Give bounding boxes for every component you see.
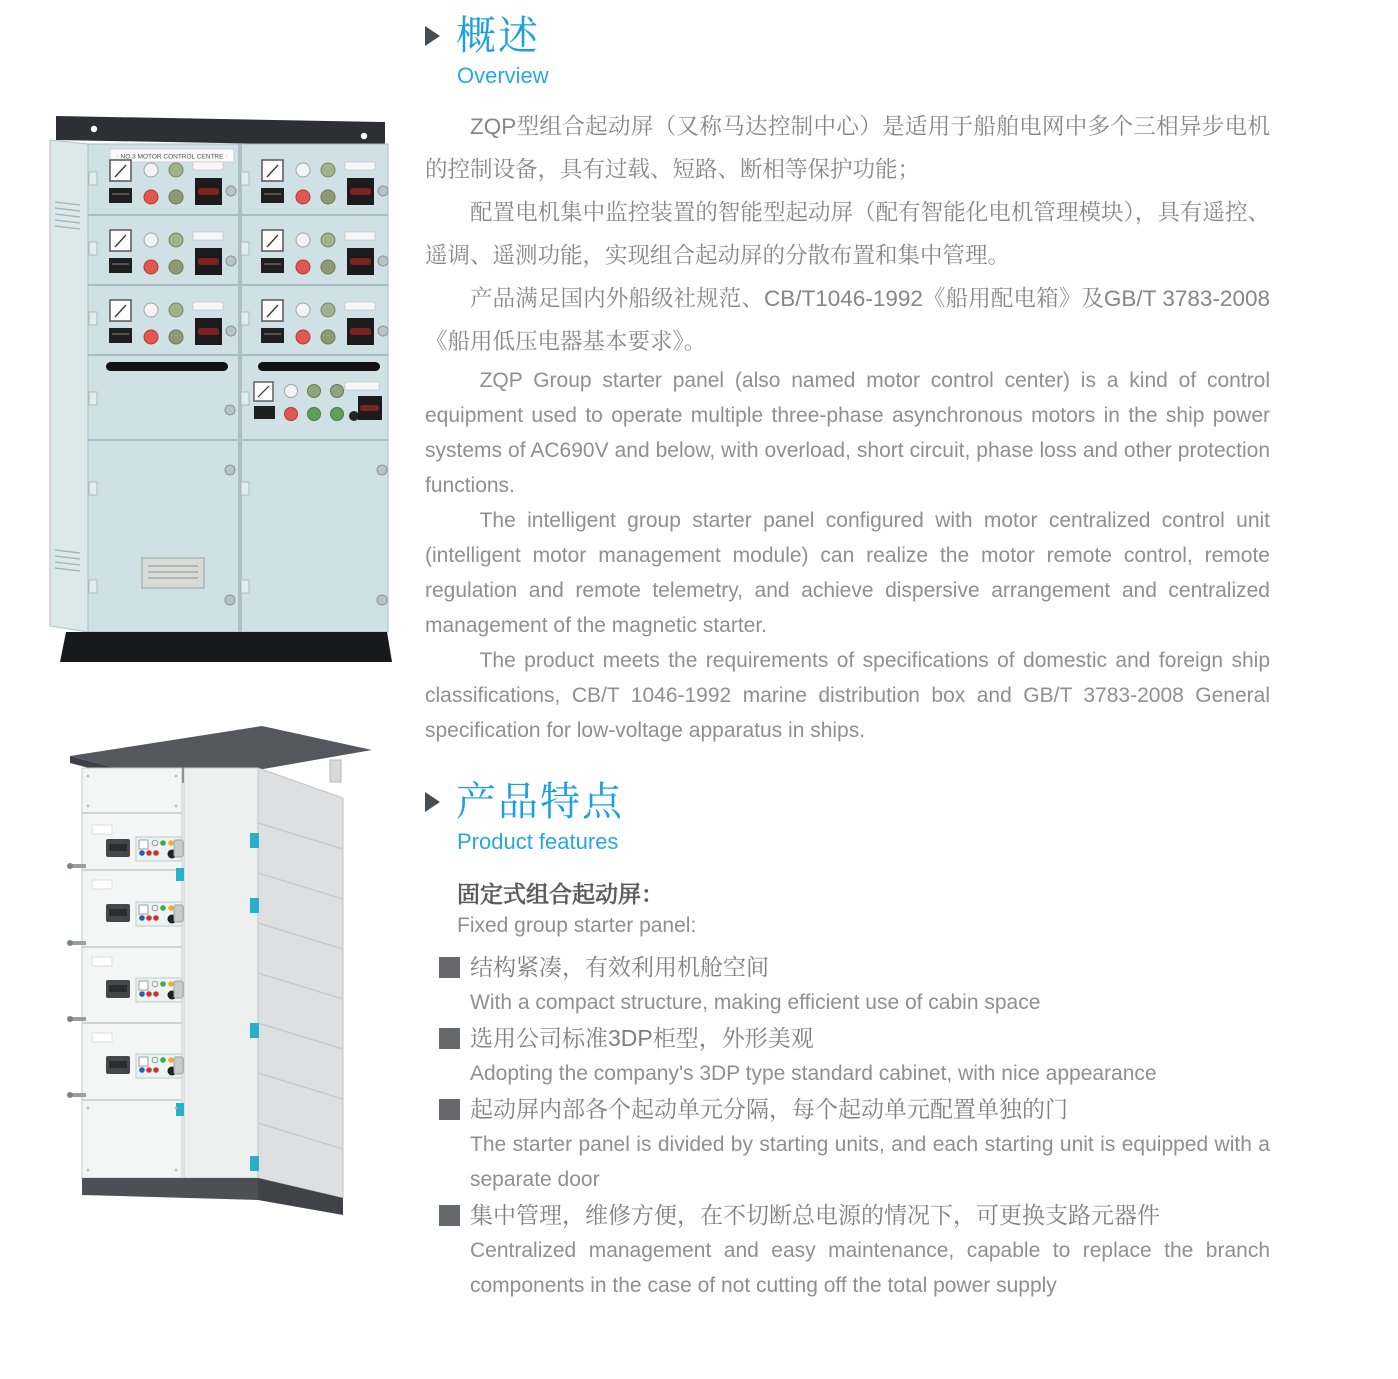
features-subtitle-en: Fixed group starter panel: [457, 914, 697, 938]
features-title-zh: 产品特点 [456, 779, 624, 824]
tall-door [184, 768, 258, 1178]
cabinet-top-bar [56, 116, 385, 146]
feature-en-text: Adopting the company's 3DP type standard cabinet, with nice appearance [470, 1062, 1157, 1086]
feature-zh-line [439, 949, 1270, 985]
overview-paragraphs [425, 105, 1270, 748]
features-title-en: Product features [457, 828, 619, 854]
cabinet-3dp-plinth [82, 1178, 258, 1200]
feature-zh-text: 起动屏内部各个起动单元分隔，每个起动单元配置单独的门 [470, 1096, 1068, 1123]
overview-heading [425, 14, 1270, 58]
section-marker-icon [425, 26, 440, 46]
bullet-square-icon [439, 957, 460, 978]
overview-title-en: Overview [457, 63, 549, 88]
content-column [425, 14, 1270, 1303]
feature-en-text: Centralized management and easy maintenance, capable to replace the branch components in the case of not cutting off the total power supply [470, 1239, 1270, 1298]
feature-zh-text: 集中管理，维修方便，在不切断总电源的情况下，可更换支路元器件 [470, 1202, 1160, 1229]
feature-item [439, 1091, 1270, 1197]
overview-paragraph-zh: 配置电机集中监控装置的智能型起动屏（配有智能化电机管理模块），具有遥控、遥调、遥测功能，实现组合起动屏的分散布置和集中管理。 [425, 199, 1270, 268]
feature-list [439, 949, 1270, 1303]
cabinet-side-face [258, 768, 343, 1198]
overview-paragraph-zh: 产品满足国内外船级社规范、CB/T1046-1992《船用配电箱》及GB/T 3783-2008《船用低压电器基本要求》。 [425, 285, 1270, 354]
cabinet-plinth [60, 632, 392, 662]
feature-zh-line [439, 1020, 1270, 1056]
overview-paragraph-en: ZQP Group starter panel (also named motor control center) is a kind of control equipment used to operate multiple three-phase asynchronous motors in the ship power systems of AC690V and below, with overload, short circuit, phase loss and other protection functions. [425, 368, 1270, 497]
feature-en-text: The starter panel is divided by starting units, and each starting unit is equipped with a separate door [470, 1133, 1270, 1192]
section-marker-icon [425, 792, 440, 812]
overview-title-zh: 概述 [456, 14, 540, 58]
features-section [425, 780, 1270, 1304]
rating-nameplate [142, 558, 204, 588]
overview-paragraph-en: The intelligent group starter panel configured with motor centralized control unit (intelligent motor management module) can realize the motor remote control, remote regulation and remote telemetry, and achieve dispersive arrangement and centralized management of the magnetic starter. [425, 508, 1270, 637]
feature-zh-line [439, 1197, 1270, 1233]
feature-item [439, 1020, 1270, 1091]
bullet-square-icon [439, 1205, 460, 1226]
feature-zh-text: 选用公司标准3DP柜型，外形美观 [470, 1025, 814, 1052]
overview-paragraph-en: The product meets the requirements of specifications of domestic and foreign ship classifications, CB/T 1046-1992 marine distribution box and GB/T 3783-2008 General specification for low-voltage apparatus in ships. [425, 648, 1270, 742]
feature-item [439, 1197, 1270, 1303]
door-handle-bar [106, 362, 228, 371]
cabinet-front-illustration [42, 110, 397, 665]
bullet-square-icon [439, 1099, 460, 1120]
feature-item [439, 949, 1270, 1020]
feature-en-text: With a compact structure, making efficient use of cabin space [470, 991, 1041, 1015]
mcc-label-text: · NO.3 MOTOR CONTROL CENTRE · [116, 153, 228, 161]
cabinet-front-photo [42, 110, 397, 665]
cabinet-3dp-photo [62, 718, 397, 1218]
features-heading [425, 780, 1270, 824]
cabinet-3dp-illustration [62, 718, 397, 1218]
bullet-square-icon [439, 1028, 460, 1049]
feature-zh-line [439, 1091, 1270, 1127]
feature-zh-text: 结构紧凑，有效利用机舱空间 [470, 954, 769, 981]
overview-paragraph-zh: ZQP型组合起动屏（又称马达控制中心）是适用于船舶电网中多个三相异步电机的控制设备，具有过载、短路、断相等保护功能； [425, 113, 1270, 182]
door-handle-bar [258, 362, 380, 371]
features-subtitle-zh: 固定式组合起动屏： [457, 881, 664, 908]
overview-section [425, 14, 1270, 748]
